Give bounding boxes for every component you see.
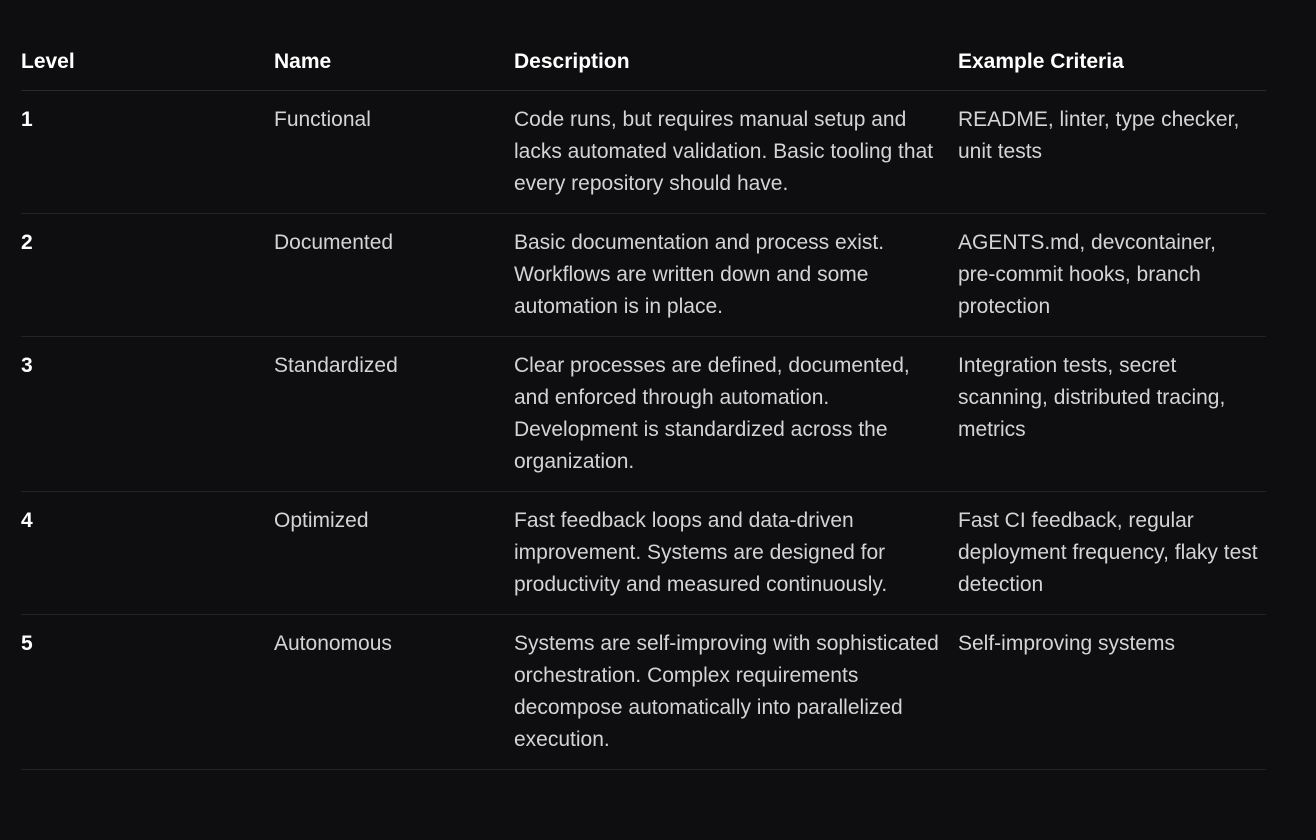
- cell-level: 2: [21, 214, 274, 337]
- table-row: [21, 615, 1266, 770]
- maturity-levels-table: [21, 34, 1266, 770]
- table-row: [21, 337, 1266, 492]
- cell-criteria: Integration tests, secret scanning, distributed tracing, metrics: [958, 337, 1266, 492]
- cell-description: Clear processes are defined, documented, and enforced through automation. Development is standardized across the organization.: [514, 337, 958, 492]
- cell-level: 5: [21, 615, 274, 770]
- cell-name: Documented: [274, 214, 514, 337]
- table-row: [21, 492, 1266, 615]
- cell-description: Code runs, but requires manual setup and lacks automated validation. Basic tooling that every repository should have.: [514, 91, 958, 214]
- table-row: [21, 214, 1266, 337]
- cell-level: 3: [21, 337, 274, 492]
- cell-description: Fast feedback loops and data-driven improvement. Systems are designed for productivity and measured continuously.: [514, 492, 958, 615]
- cell-criteria: README, linter, type checker, unit tests: [958, 91, 1266, 214]
- header-description: Description: [514, 34, 958, 91]
- maturity-levels-table-container: [21, 34, 1266, 770]
- cell-level: 4: [21, 492, 274, 615]
- cell-name: Functional: [274, 91, 514, 214]
- header-level: Level: [21, 34, 274, 91]
- cell-description: Basic documentation and process exist. Workflows are written down and some automation is in place.: [514, 214, 958, 337]
- cell-criteria: Self-improving systems: [958, 615, 1266, 770]
- table-row: [21, 91, 1266, 214]
- cell-name: Standardized: [274, 337, 514, 492]
- table-header-row: [21, 34, 1266, 91]
- header-name: Name: [274, 34, 514, 91]
- cell-criteria: AGENTS.md, devcontainer, pre-commit hooks, branch protection: [958, 214, 1266, 337]
- cell-level: 1: [21, 91, 274, 214]
- cell-description: Systems are self-improving with sophisticated orchestration. Complex requirements decompose automatically into parallelized execution.: [514, 615, 958, 770]
- header-example-criteria: Example Criteria: [958, 34, 1266, 91]
- cell-name: Optimized: [274, 492, 514, 615]
- cell-name: Autonomous: [274, 615, 514, 770]
- cell-criteria: Fast CI feedback, regular deployment frequency, flaky test detection: [958, 492, 1266, 615]
